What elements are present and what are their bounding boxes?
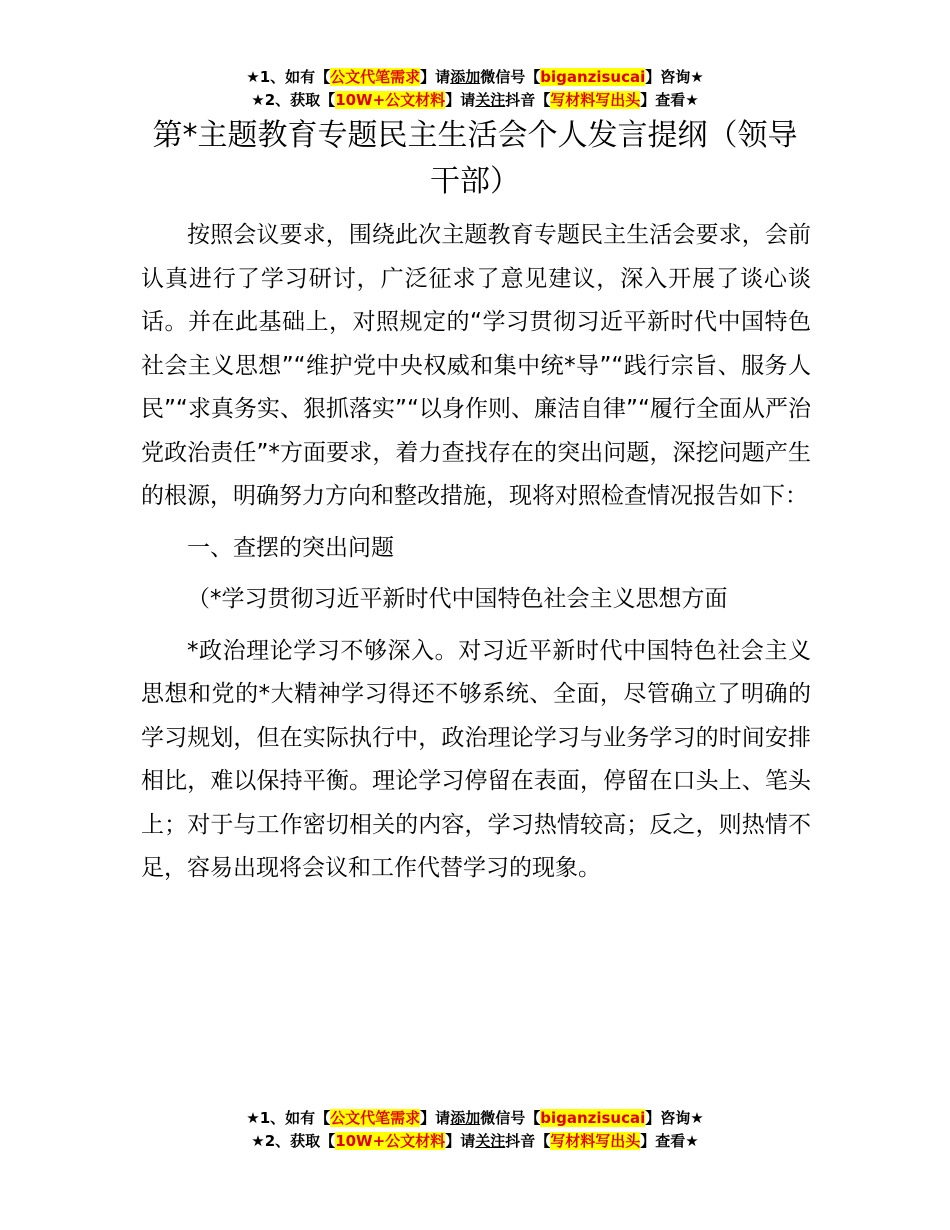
banner-text: 抖音【 [505,1132,551,1150]
banner-text: 】查看★ [640,1132,699,1150]
banner-underlined: 添加 [450,68,481,86]
section-heading: 一、查摆的突出问题 [187,534,394,561]
banner-underlined: 添加 [450,1109,481,1127]
banner-text: 】请 [420,68,451,86]
banner-text: ★1、如有【 [246,1109,331,1127]
document-body [141,214,811,891]
highlight-materials: 10W+公文材料 [335,1132,446,1150]
banner-text: 微信号【 [480,1109,541,1127]
highlight-materials: 10W+公文材料 [335,91,446,109]
banner-text: 】请 [420,1109,451,1127]
banner-text: 】咨询★ [645,1109,704,1127]
banner-text: 】查看★ [640,91,699,109]
banner-underlined: 关注 [475,1132,506,1150]
highlight-service: 公文代笔需求 [330,1109,421,1127]
banner-text: 】请 [445,1132,476,1150]
banner-underlined: 关注 [475,91,506,109]
highlight-wechat-id: biganzisucai [540,1109,646,1127]
banner-line-2 [0,1130,950,1153]
body-paragraph: *政治理论学习不够深入。对习近平新时代中国特色社会主义思想和党的*大精神学习得还不够系统、全面，尽管确立了明确的学习规划，但在实际执行中，政治理论学习与业务学习的时间安排相比，难以保持平衡。理论学习停留在表面，停留在口头上、笔头上；对于与工作密切相关的内容，学习热情较高；反之，则热情不足，容易出现将会议和工作代替学习的现象。 [141,637,811,881]
banner-text: 抖音【 [505,91,551,109]
subsection-heading: （*学习贯彻习近平新时代中国特色社会主义思想方面 [187,586,728,612]
banner-text: 】请 [445,91,476,109]
document-title: 第*主题教育专题民主生活会个人发言提纲（领导干部） [152,118,798,199]
banner-line-1 [0,66,950,89]
banner-line-2 [0,89,950,112]
banner-line-1 [0,1107,950,1130]
header-banner [0,66,950,112]
banner-text: 微信号【 [480,68,541,86]
highlight-service: 公文代笔需求 [330,68,421,86]
highlight-wechat-id: biganzisucai [540,68,646,86]
intro-paragraph: 按照会议要求，围绕此次主题教育专题民主生活会要求，会前认真进行了学习研讨，广泛征求了意见建议，深入开展了谈心谈话。并在此基础上，对照规定的“学习贯彻习近平新时代中国特色社会主义思想”“维护党中央权威和集中统*导”“践行宗旨、服务人民”“求真务实、狠抓落实”“以身作则、廉洁自律”“履行全面从严治党政治责任”*方面要求，着力查找存在的突出问题，深挖问题产生的根源，明确努力方向和整改措施，现将对照检查情况报告如下： [141,222,811,509]
banner-text: ★1、如有【 [246,68,331,86]
highlight-douyin-id: 写材料写出头 [550,1132,641,1150]
footer-banner [0,1107,950,1153]
banner-text: 】咨询★ [645,68,704,86]
highlight-douyin-id: 写材料写出头 [550,91,641,109]
banner-text: ★2、获取【 [251,91,336,109]
banner-text: ★2、获取【 [251,1132,336,1150]
